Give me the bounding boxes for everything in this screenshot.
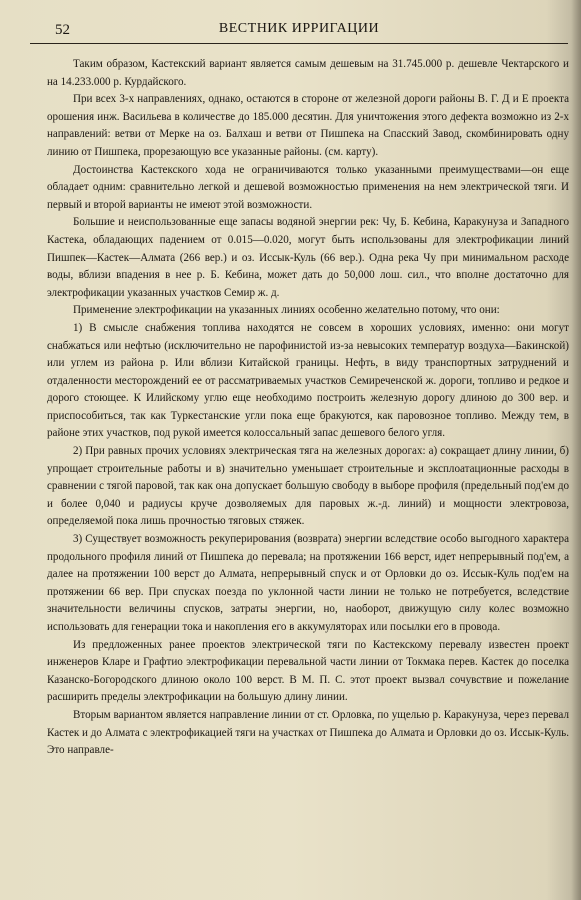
- paragraph-point-3-recuperation: 3) Существует возможность рекуперирования (возврата) энергии вследствие особо выгодного характера продольного профиля линий от Пишпека до перевала; на протяжении 166 верст, идет непрерывный под'ем, а далее на протяжении 100 верст до Алмата, непрерывный спуск и от Орловки до оз. Иссык-Куль под'ем на протяжении 66 вер. При спусках поезда по уклонной части линии не только не потребуется, вследствие значительности величины спусков, затраты энергии, но, наоборот, движущую силу колес возможно использовать для генерации тока и накопления его в аккумуляторах или посылки его в провода.: [47, 533, 569, 633]
- page-number: 52: [55, 22, 70, 38]
- paragraph-irrigation-districts: При всех 3-х направлениях, однако, остаются в стороне от железной дороги районы В. Г. Д и Е проекта орошения инж. Васильева в количестве до 185.000 десятин. Для уничтожения этого дефекта возможно из 2-х направлений: ветви от Мерке на оз. Балхаш и ветви от Пишпека на Спасский Завод, скомбинировать одну линию от Пишпека, прорезающую все указанные районы. (см. карту).: [47, 93, 569, 158]
- page-header: [30, 17, 568, 44]
- paragraph-earlier-projects: Из предложенных ранее проектов электрической тяги по Кастекскому перевалу известен проект инженеров Кларе и Графтио электрофикации перевальной части линии от Токмака перев. Кастек до поселка Казанско-Богородского длиною около 100 верст. В М. П. С. этот проект вызвал сочувствие и пожелание расширить пределы электрофикации на большую длину линии.: [47, 638, 569, 704]
- paragraph-electrification-reasons: Применение электрофикации на указанных линиях особенно желательно потому, что они:: [73, 304, 500, 317]
- paragraph-water-energy: Большие и неиспользованные еще запасы водяной энергии рек: Чу, Б. Кебина, Каракунуза и Западного Кастека, обладающих падением от 0.015—0.020, могут быть использованы для электрофикации линий Пишпек—Кастек—Алмата (266 вер.) и оз. Иссык-Куль (66 вер.). Одна река Чу при минимальном расходе воды, вблизи впадения в нее р. Б. Кебина, может дать до 50,000 лош. сил., что вполне достаточно для электрофикации указанных участков Семир ж. д.: [47, 216, 569, 299]
- paragraph-point-1-fuel: 1) В смысле снабжения топлива находятся не совсем в хороших условиях, именно: они могут снабжаться или нефтью (исключительно не парофинистой из-за невысоких температур воздуха—Бакинской) или углем из района р. Или вблизи Китайской границы. Нефть, в виду транспортных затруднений и отдаленности месторождений ее от рассматриваемых участков Семиреченской ж. дороги, топливо и редкое и дорого стоющее. К Илийскому углю еще необходимо построить железную дорогу длиною до 300 вер. и приспособиться, так как Туркестанские угли пока еще бракуются, как паровозное топливо. Между тем, в районе этих участков, под рукой имеется колоссальный запас дешевого белого угля.: [47, 321, 569, 440]
- paragraph-kastek-advantages: Достоинства Кастекского хода не ограничиваются только указанными преимуществами—он еще обладает одним: сравнительно легкой и дешевой возможностью применения на нем электрической тяги. И первый и второй варианты не имеют этой возможности.: [47, 163, 569, 211]
- paragraph-point-2-traction: 2) При равных прочих условиях электрическая тяга на железных дорогах: а) сокращает длину линии, б) упрощает строительные работы и в) значительно уменьшает строительные и эксплоатационные расходы в сравнении с тягой паровой, так как она допускает большую свободу в выборе профиля (предельный под'ем до и более 0,040 и радиусы круче дозволяемых для паровых ж.-д. линий) и мощности электровоза, определяемой пока лишь прочностью тяговых стяжек.: [47, 445, 570, 528]
- article-body: [47, 56, 569, 760]
- page-edge-shadow: [571, 0, 581, 900]
- paragraph-cost-comparison: Таким образом, Кастекский вариант является самым дешевым на 31.745.000 р. дешевле Чектарского и на 14.233.000 р. Курдайского.: [47, 58, 569, 88]
- paragraph-second-variant: Вторым вариантом является направление линии от ст. Орловка, по ущелью р. Каракунуза, через перевал Кастек и до Алмата с электрофикацией тяги на участках от Пишпека до Алмата и Орловки до оз. Иссык-Куль. Это направле-: [47, 708, 569, 757]
- journal-title: ВЕСТНИК ИРРИГАЦИИ: [218, 21, 380, 36]
